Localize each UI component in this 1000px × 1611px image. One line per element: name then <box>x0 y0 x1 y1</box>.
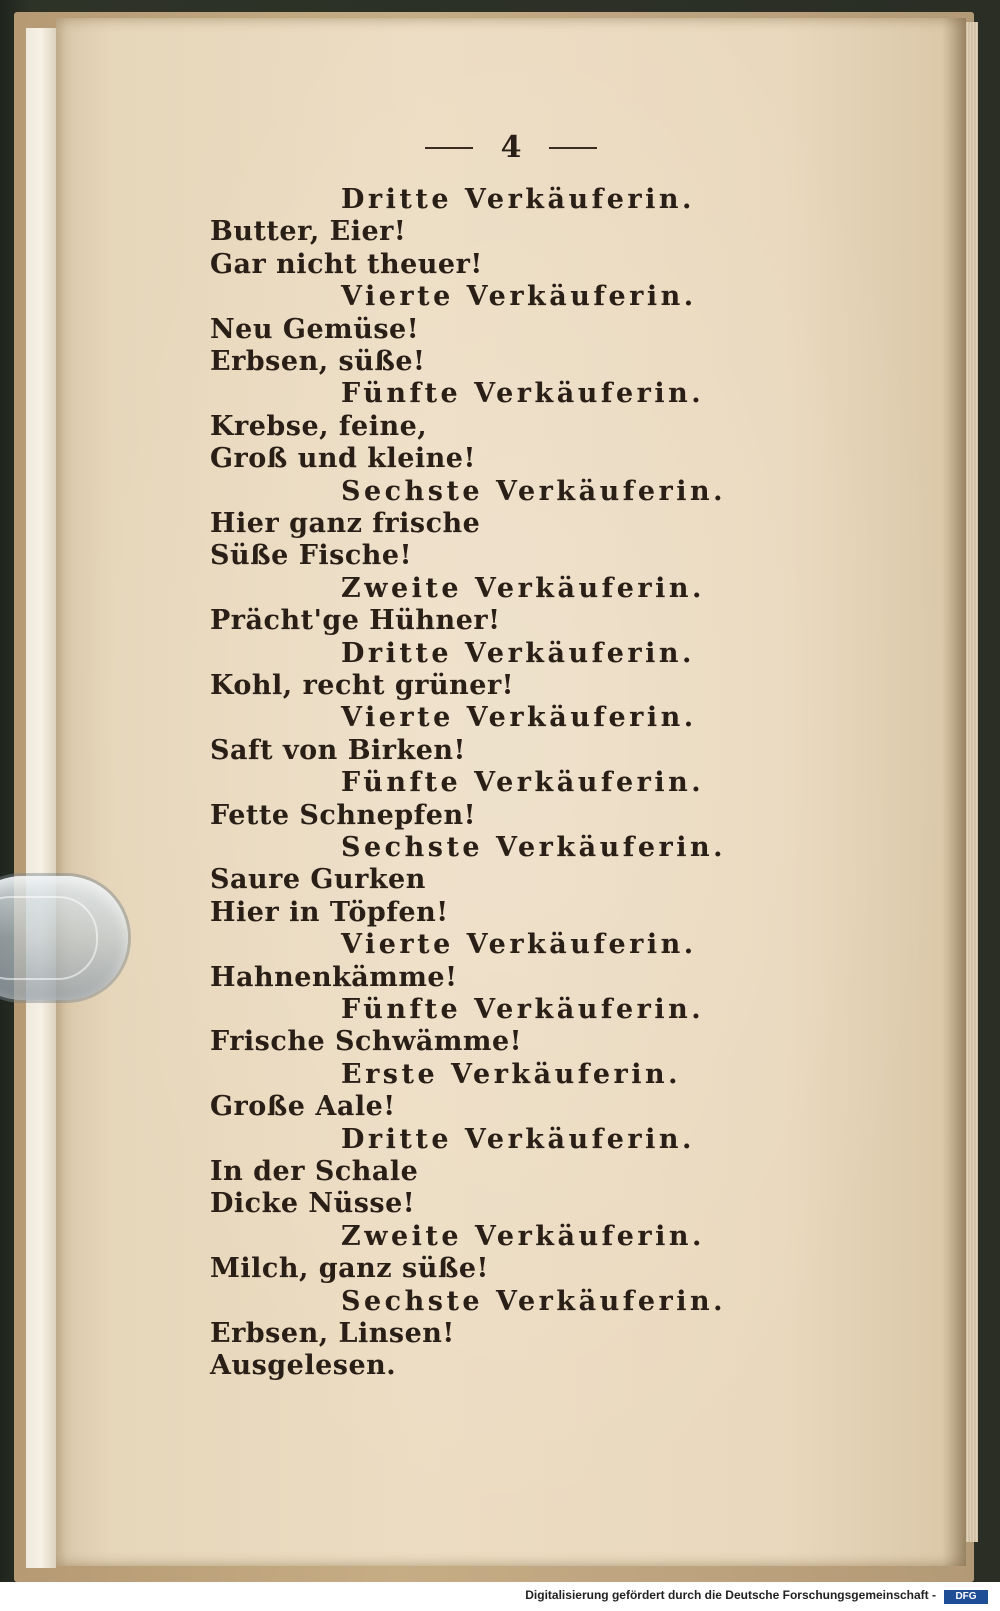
verse-line: Saure Gurken <box>210 864 426 896</box>
speaker-heading: Erste Verkäuferin. <box>341 1058 682 1090</box>
speaker-heading: Vierte Verkäuferin. <box>341 702 697 734</box>
verse-line: Dicke Nüsse! <box>210 1188 416 1220</box>
verse-line: Hier in Töpfen! <box>210 896 449 928</box>
verse-line: In der Schale <box>210 1156 419 1187</box>
verse-line: Krebse, feine, <box>210 410 428 442</box>
speaker-heading: Fünfte Verkäuferin. <box>341 767 705 799</box>
verse-line: Frische Schwämme! <box>210 1026 522 1058</box>
page-header <box>56 130 966 165</box>
speaker-heading: Zweite Verkäuferin. <box>341 1220 705 1252</box>
speaker-heading: Zweite Verkäuferin. <box>341 572 705 604</box>
verse-line: Ausgelesen. <box>210 1350 397 1382</box>
speaker-heading: Dritte Verkäuferin. <box>341 1123 695 1155</box>
verse-line: Butter, Eier! <box>210 216 407 248</box>
book-page <box>56 18 966 1566</box>
speaker-heading: Sechste Verkäuferin. <box>341 1285 727 1317</box>
verse-line: Große Aale! <box>210 1091 396 1123</box>
verse-line: Hier ganz frische <box>210 508 481 539</box>
speaker-heading: Fünfte Verkäuferin. <box>341 994 705 1025</box>
verse-line: Gar nicht theuer! <box>210 248 483 280</box>
glass-clip-highlight <box>0 896 98 980</box>
speaker-heading: Vierte Verkäuferin. <box>341 929 697 961</box>
speaker-heading: Sechste Verkäuferin. <box>341 475 727 507</box>
verse-line: Erbsen, süße! <box>210 346 426 377</box>
header-dash-left <box>425 147 473 149</box>
digitization-credit: Digitalisierung gefördert durch die Deutsche Forschungsgemeinschaft - <box>525 1588 936 1602</box>
verse-line: Hahnenkämme! <box>210 961 458 993</box>
verse-line: Süße Fische! <box>210 540 412 572</box>
speaker-heading: Dritte Verkäuferin. <box>341 637 695 669</box>
speaker-heading: Vierte Verkäuferin. <box>341 281 697 313</box>
verse-line: Groß und kleine! <box>210 443 476 475</box>
verse-line: Fette Schnepfen! <box>210 799 476 831</box>
page-number: 4 <box>500 130 522 165</box>
verse-line: Prächt'ge Hühner! <box>210 605 501 637</box>
verse-line: Kohl, recht grüner! <box>210 670 515 701</box>
speaker-heading: Dritte Verkäuferin. <box>341 184 695 215</box>
header-dash-right <box>549 147 597 149</box>
speaker-heading: Sechste Verkäuferin. <box>341 832 727 863</box>
verse-line: Saft von Birken! <box>210 734 466 766</box>
page-stack-edge <box>966 22 978 1542</box>
glass-page-clip <box>0 876 128 1000</box>
verse-line: Milch, ganz süße! <box>210 1253 489 1285</box>
speaker-heading: Fünfte Verkäuferin. <box>341 378 705 410</box>
gutter-shadow <box>942 18 966 1566</box>
dfg-logo: DFG <box>944 1590 988 1604</box>
verse-line: Erbsen, Linsen! <box>210 1318 455 1349</box>
page-fore-edge <box>26 28 56 1568</box>
verse-line: Neu Gemüse! <box>210 313 420 345</box>
